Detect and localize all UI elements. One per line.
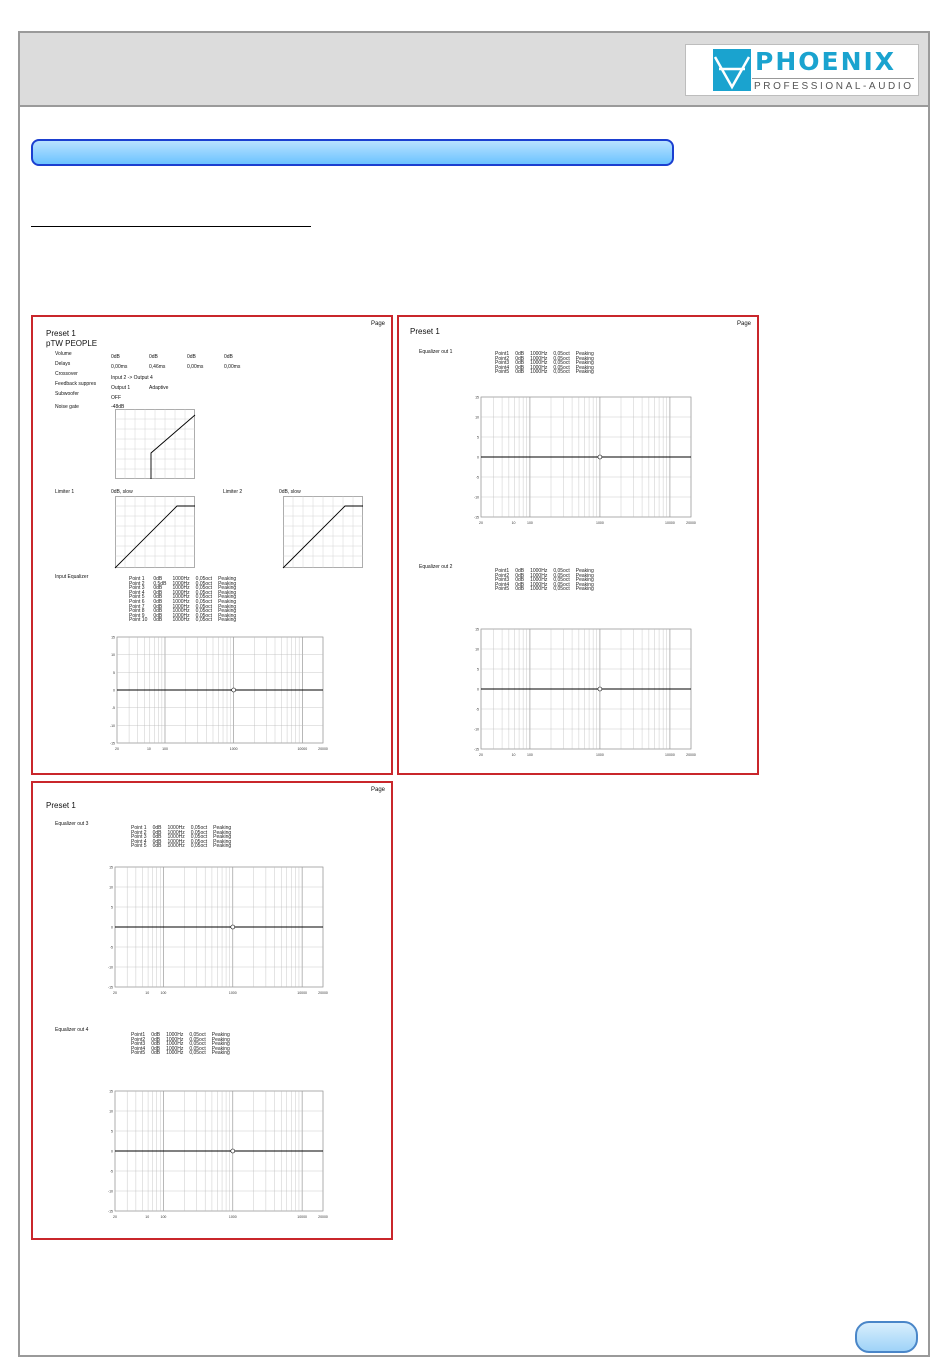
eq-table-cell: Peaking: [575, 568, 594, 574]
eq-x-tick: 10000: [297, 747, 308, 751]
subwoofer-value: OFF: [111, 395, 121, 401]
eq-x-tick: 100: [162, 747, 168, 751]
eq-table-cell: 0dB: [153, 617, 163, 624]
eq-x-tick: 10000: [665, 521, 675, 525]
logo-tagline: PROFESSIONAL-AUDIO: [754, 81, 914, 92]
crossover-label: Crossover: [55, 371, 78, 377]
eq-y-tick: -10: [109, 723, 115, 728]
eq-table-cell: 0dB: [515, 577, 525, 584]
eq-table-cell: Point 5: [131, 843, 147, 850]
eq-x-tick: 10000: [297, 991, 307, 995]
eq-table-cell: Peaking: [218, 589, 237, 596]
eq-table-cell: Peaking: [211, 1045, 230, 1052]
eq-table-cell: Point4: [495, 581, 510, 588]
preset-page-2: [397, 315, 759, 775]
eq-table-cell: Peaking: [218, 617, 237, 624]
eq-x-tick: 10: [146, 747, 151, 751]
eq-table-cell: Point4: [131, 1045, 146, 1052]
eq-y-tick: -5: [475, 707, 479, 712]
eq-y-tick: 10: [475, 415, 479, 420]
eq-y-tick: 0: [111, 1149, 113, 1154]
eq-table-cell: Peaking: [211, 1041, 230, 1048]
eq-table-cell: Point 10: [129, 617, 148, 624]
eq-table-cell: 0,5dB: [153, 580, 167, 587]
preset-page-3: [31, 781, 393, 1240]
eq-table-cell: 0,05oct: [553, 568, 570, 574]
eq-table-cell: Point 8: [129, 608, 145, 615]
delays-label: Delays: [55, 361, 71, 367]
eq-y-tick: 10: [109, 885, 113, 890]
volume-2: 0dB: [149, 354, 158, 360]
eq-table-cell: 1000Hz: [167, 829, 185, 836]
eq-table-cell: 1000Hz: [167, 834, 185, 841]
eq-table-cell: 0,05oct: [195, 585, 213, 592]
page-label: Page: [736, 321, 751, 327]
eq-x-tick: 20000: [318, 991, 328, 995]
eq-table-cell: 0dB: [515, 586, 525, 593]
eq-out4-label: Equalizer out 4: [55, 1027, 89, 1033]
noise-gate-graph: [115, 409, 195, 479]
eq-table-cell: Peaking: [218, 608, 237, 615]
eq-table-cell: Point2: [495, 355, 510, 362]
eq-point-marker[interactable]: [232, 688, 236, 692]
eq-table-cell: 0,05oct: [195, 598, 213, 605]
eq-table-cell: Peaking: [575, 351, 594, 357]
eq-x-tick: 100: [527, 521, 533, 525]
eq-x-tick: 100: [160, 1215, 167, 1219]
eq-table-cell: 0dB: [151, 1032, 161, 1038]
eq-table-cell: Point 9: [129, 612, 145, 619]
eq-table-cell: 1000Hz: [172, 585, 190, 592]
eq-table-cell: 0,05oct: [190, 843, 208, 850]
limiter1-value: 0dB, slow: [111, 489, 133, 495]
preset-page-1: [31, 315, 393, 775]
eq-table-cell: 0dB: [515, 369, 525, 376]
eq-table-cell: 1000Hz: [530, 351, 548, 357]
eq-table-cell: 0dB: [515, 351, 525, 357]
eq-x-tick: 10: [511, 753, 516, 757]
eq-table-cell: 0dB: [515, 581, 525, 588]
eq-y-tick: 0: [111, 925, 113, 930]
eq-table-cell: Peaking: [218, 585, 237, 592]
eq-table-cell: Point3: [495, 577, 510, 584]
eq-x-tick: 1000: [596, 753, 604, 757]
eq-table-cell: 1000Hz: [530, 364, 548, 371]
eq-table-cell: 1000Hz: [172, 576, 190, 582]
eq-table-cell: 0,05oct: [189, 1036, 206, 1043]
eq-out3-label: Equalizer out 3: [55, 821, 89, 827]
eq-table-cell: Peaking: [213, 825, 232, 831]
eq-table-cell: 0dB: [152, 825, 162, 831]
eq-table-cell: 0,05oct: [190, 829, 208, 836]
eq-table-cell: 0dB: [153, 594, 163, 601]
eq-point-marker[interactable]: [598, 687, 602, 691]
input-eq-table: [129, 577, 242, 623]
eq-table-cell: Point5: [495, 586, 510, 593]
eq-table-cell: Peaking: [575, 577, 594, 584]
eq-table-cell: 0,05oct: [553, 364, 570, 371]
eq-y-tick: -15: [473, 515, 479, 520]
eq-table-cell: 1000Hz: [172, 580, 190, 587]
eq-table-cell: Point3: [131, 1041, 146, 1048]
eq-y-tick: -10: [107, 1189, 113, 1194]
eq-y-tick: 0: [477, 687, 479, 692]
eq-x-tick: 1000: [228, 991, 237, 995]
eq-y-tick: 15: [109, 1089, 113, 1094]
logo-brand: PHOENIX: [755, 47, 897, 76]
noise-gate-label: Noise gate: [55, 404, 79, 410]
eq-y-tick: 15: [475, 627, 479, 632]
feedback-output: Output 1: [111, 385, 131, 391]
eq-y-tick: -10: [107, 965, 113, 970]
eq-x-tick: 20: [113, 991, 117, 995]
eq-out2-table: [495, 569, 600, 592]
eq-table-cell: 0dB: [515, 572, 525, 579]
eq-table-cell: 0,05oct: [553, 355, 570, 362]
limiter2-value: 0dB, slow: [279, 489, 301, 495]
logo-mark-icon: [713, 49, 751, 91]
eq-table-cell: Peaking: [218, 580, 237, 587]
eq-y-tick: -5: [111, 706, 115, 711]
eq-y-tick: -10: [473, 495, 479, 500]
eq-out4-graph: [101, 1089, 328, 1221]
eq-table-cell: 0dB: [153, 585, 163, 592]
volume-label: Volume: [55, 351, 72, 357]
eq-table-cell: Peaking: [213, 834, 232, 841]
input-eq-graph: [103, 635, 328, 753]
eq-table-cell: Peaking: [218, 612, 237, 619]
eq-table-cell: 0dB: [153, 612, 163, 619]
delay-4: 0,00ms: [224, 364, 241, 370]
eq-table-cell: Point 3: [129, 585, 145, 592]
eq-table-cell: 0,05oct: [195, 576, 213, 582]
eq-point-marker[interactable]: [231, 925, 235, 929]
volume-3: 0dB: [187, 354, 196, 360]
preset-name: pTW PEOPLE: [46, 339, 98, 348]
eq-table-cell: 0dB: [151, 1041, 161, 1048]
eq-table-cell: 1000Hz: [167, 838, 185, 845]
eq-table-cell: Point 1: [131, 825, 147, 831]
eq-table-cell: 0,05oct: [195, 589, 213, 596]
eq-table-cell: Peaking: [211, 1050, 230, 1057]
eq-y-tick: 0: [477, 455, 479, 460]
eq-point-marker[interactable]: [598, 455, 602, 459]
eq-table-cell: Peaking: [575, 581, 594, 588]
eq-x-tick: 1000: [596, 521, 604, 525]
eq-y-tick: -15: [109, 741, 115, 746]
eq-table-cell: 1000Hz: [172, 617, 190, 624]
eq-table-cell: 1000Hz: [172, 589, 190, 596]
eq-table-cell: 1000Hz: [530, 369, 548, 376]
eq-y-tick: 5: [111, 905, 113, 910]
eq-table-cell: Point 1: [129, 576, 145, 582]
eq-table-cell: Point1: [495, 568, 510, 574]
eq-table-cell: Point 3: [131, 834, 147, 841]
eq-x-tick: 20: [113, 1215, 117, 1219]
eq-table-cell: 0,05oct: [553, 572, 570, 579]
phoenix-logo: [685, 44, 919, 96]
eq-y-tick: 15: [111, 635, 115, 640]
eq-table-cell: 0,05oct: [553, 351, 570, 357]
eq-table-cell: 0dB: [153, 589, 163, 596]
eq-table-cell: Point2: [131, 1036, 146, 1043]
eq-table-cell: Point1: [495, 351, 510, 357]
page-label: Page: [370, 321, 385, 327]
feedback-label: Feedback suppres: [55, 381, 97, 387]
eq-table-cell: 0,05oct: [189, 1032, 206, 1038]
eq-table-cell: 0,05oct: [553, 360, 570, 367]
eq-table-cell: 0dB: [515, 568, 525, 574]
eq-table-cell: 0,05oct: [553, 577, 570, 584]
eq-table-cell: Point1: [131, 1032, 146, 1038]
eq-table-cell: Peaking: [575, 360, 594, 367]
subwoofer-label: Subwoofer: [55, 391, 79, 397]
preset-title: Preset 1: [410, 327, 440, 336]
eq-x-tick: 10: [145, 991, 150, 995]
eq-table-row: [129, 618, 242, 623]
eq-y-tick: 10: [111, 653, 115, 658]
eq-table-cell: 1000Hz: [530, 586, 548, 593]
eq-table-cell: 0,05oct: [189, 1050, 206, 1057]
eq-table-cell: Point 4: [131, 838, 147, 845]
eq-table-cell: Peaking: [218, 594, 237, 601]
eq-x-tick: 10000: [665, 753, 675, 757]
eq-table-cell: Peaking: [213, 843, 232, 850]
eq-y-tick: 5: [477, 435, 479, 440]
eq-y-tick: 15: [109, 865, 113, 870]
eq-table-row: [495, 370, 600, 375]
eq-y-tick: -10: [473, 727, 479, 732]
eq-table-row: [131, 844, 237, 849]
eq-table-cell: Peaking: [575, 586, 594, 593]
input-eq-label: Input Equalizer: [55, 574, 89, 580]
eq-table-cell: Point2: [495, 572, 510, 579]
eq-table-cell: 1000Hz: [172, 612, 190, 619]
eq-x-tick: 10: [511, 521, 516, 525]
eq-table-cell: Point 2: [131, 829, 147, 836]
eq-x-tick: 20: [115, 747, 119, 751]
eq-table-cell: 0,05oct: [195, 617, 213, 624]
eq-y-tick: -5: [475, 475, 479, 480]
eq-table-cell: Peaking: [218, 598, 237, 605]
eq-table-cell: Point 7: [129, 603, 145, 610]
eq-table-cell: 0dB: [153, 576, 163, 582]
limiter1-graph: [115, 496, 195, 568]
subheading-underline: [31, 226, 311, 227]
crossover-value: Input 2 -> Output 4: [111, 375, 153, 381]
preset-title: Preset 1: [46, 329, 76, 338]
eq-table-cell: 1000Hz: [530, 568, 548, 574]
eq-y-tick: -15: [473, 747, 479, 752]
eq-table-cell: 1000Hz: [172, 608, 190, 615]
eq-x-tick: 20000: [318, 1215, 328, 1219]
eq-y-tick: 15: [475, 395, 479, 400]
eq-table-cell: 1000Hz: [172, 594, 190, 601]
eq-table-cell: Peaking: [218, 576, 237, 582]
eq-y-tick: -15: [107, 985, 113, 990]
eq-table-cell: 1000Hz: [530, 572, 548, 579]
eq-out2-label: Equalizer out 2: [419, 564, 453, 570]
eq-table-cell: Peaking: [575, 572, 594, 579]
eq-x-tick: 1000: [228, 1215, 237, 1219]
eq-out1-label: Equalizer out 1: [419, 349, 453, 355]
section-title-bar: [31, 139, 674, 166]
eq-y-tick: -5: [109, 1169, 113, 1174]
eq-out2-graph: [467, 627, 696, 759]
volume-1: 0dB: [111, 354, 120, 360]
delay-2: 0,46ms: [149, 364, 166, 370]
delay-1: 0,00ms: [111, 364, 128, 370]
noise-gate-value: -48dB: [111, 404, 125, 410]
eq-table-cell: 0dB: [515, 360, 525, 367]
eq-table-cell: 0,05oct: [553, 581, 570, 588]
eq-table-cell: 0,05oct: [195, 603, 213, 610]
eq-table-cell: 0,05oct: [553, 369, 570, 376]
eq-table-cell: 0,05oct: [189, 1041, 206, 1048]
delay-3: 0,00ms: [187, 364, 204, 370]
eq-table-cell: Peaking: [211, 1032, 230, 1038]
eq-table-cell: 0,05oct: [190, 825, 208, 831]
eq-point-marker[interactable]: [231, 1149, 235, 1153]
eq-y-tick: 5: [111, 1129, 113, 1134]
eq-y-tick: -5: [109, 945, 113, 950]
eq-table-cell: 1000Hz: [166, 1045, 184, 1052]
eq-table-cell: Peaking: [211, 1036, 230, 1043]
eq-out1-table: [495, 352, 600, 375]
eq-out3-graph: [101, 865, 328, 997]
page-label: Page: [370, 787, 385, 793]
eq-table-cell: 0dB: [153, 608, 163, 615]
eq-table-cell: Peaking: [575, 369, 594, 376]
eq-y-tick: 5: [477, 667, 479, 672]
eq-y-tick: 10: [475, 647, 479, 652]
eq-table-cell: 1000Hz: [530, 360, 548, 367]
eq-table-cell: 1000Hz: [166, 1032, 184, 1038]
eq-table-cell: 0,05oct: [190, 838, 208, 845]
eq-table-cell: Point 4: [129, 589, 145, 596]
eq-table-cell: Peaking: [575, 355, 594, 362]
eq-y-tick: -15: [107, 1209, 113, 1214]
eq-out4-table: [131, 1033, 236, 1056]
eq-table-cell: 0,05oct: [195, 594, 213, 601]
eq-table-cell: 0dB: [153, 603, 163, 610]
eq-table-cell: Point3: [495, 360, 510, 367]
eq-out3-table: [131, 826, 237, 849]
eq-table-cell: Point4: [495, 364, 510, 371]
eq-x-tick: 20: [479, 521, 483, 525]
limiter2-graph: [283, 496, 363, 568]
eq-table-cell: 1000Hz: [530, 355, 548, 362]
eq-table-cell: 1000Hz: [530, 581, 548, 588]
eq-table-cell: Peaking: [218, 603, 237, 610]
eq-x-tick: 10000: [297, 1215, 307, 1219]
eq-table-cell: 0,05oct: [190, 834, 208, 841]
eq-table-cell: 1000Hz: [166, 1036, 184, 1043]
eq-table-cell: 0,05oct: [553, 586, 570, 593]
logo-divider: [752, 78, 914, 79]
eq-x-tick: 20000: [318, 747, 328, 751]
eq-table-cell: 0dB: [152, 838, 162, 845]
eq-table-cell: 0dB: [152, 829, 162, 836]
eq-x-tick: 20000: [686, 753, 696, 757]
feedback-mode: Adaptive: [149, 385, 169, 391]
eq-table-cell: 0dB: [515, 355, 525, 362]
eq-table-cell: Point5: [495, 369, 510, 376]
eq-table-cell: Point5: [131, 1050, 146, 1057]
eq-table-cell: Point 6: [129, 598, 145, 605]
eq-table-cell: 0,05oct: [195, 608, 213, 615]
eq-table-cell: 1000Hz: [166, 1050, 184, 1057]
eq-table-cell: 0,05oct: [189, 1045, 206, 1052]
eq-table-cell: 0dB: [152, 843, 162, 850]
eq-y-tick: 5: [113, 670, 115, 675]
eq-table-cell: 0,05oct: [195, 580, 213, 587]
preset-title: Preset 1: [46, 801, 76, 810]
eq-x-tick: 10: [145, 1215, 150, 1219]
eq-table-cell: 0dB: [153, 598, 163, 605]
eq-table-row: [495, 587, 600, 592]
eq-x-tick: 1000: [229, 747, 238, 751]
eq-table-cell: 0dB: [151, 1050, 161, 1057]
volume-4: 0dB: [224, 354, 233, 360]
eq-table-cell: 0dB: [515, 364, 525, 371]
limiter1-label: Limiter 1: [55, 489, 75, 495]
eq-table-cell: Peaking: [213, 829, 232, 836]
eq-x-tick: 100: [527, 753, 533, 757]
eq-table-cell: 1000Hz: [167, 843, 185, 850]
eq-table-cell: Peaking: [213, 838, 232, 845]
eq-table-cell: 0dB: [152, 834, 162, 841]
eq-table-row: [131, 1051, 236, 1056]
eq-table-cell: 0,05oct: [195, 612, 213, 619]
eq-y-tick: 10: [109, 1109, 113, 1114]
eq-x-tick: 20000: [686, 521, 696, 525]
eq-out1-graph: [467, 395, 696, 527]
eq-table-cell: Peaking: [575, 364, 594, 371]
eq-table-cell: 0dB: [151, 1045, 161, 1052]
eq-table-cell: 1000Hz: [167, 825, 185, 831]
eq-x-tick: 100: [160, 991, 167, 995]
eq-table-cell: Point 2: [129, 580, 145, 587]
eq-table-cell: 1000Hz: [172, 598, 190, 605]
eq-table-cell: 1000Hz: [166, 1041, 184, 1048]
eq-table-cell: 1000Hz: [172, 603, 190, 610]
limiter2-label: Limiter 2: [223, 489, 243, 495]
eq-table-cell: Point 5: [129, 594, 145, 601]
eq-y-tick: 0: [113, 688, 115, 693]
eq-x-tick: 20: [479, 753, 483, 757]
eq-table-cell: 1000Hz: [530, 577, 548, 584]
eq-table-cell: 0dB: [151, 1036, 161, 1043]
page-number-badge: [855, 1321, 918, 1353]
